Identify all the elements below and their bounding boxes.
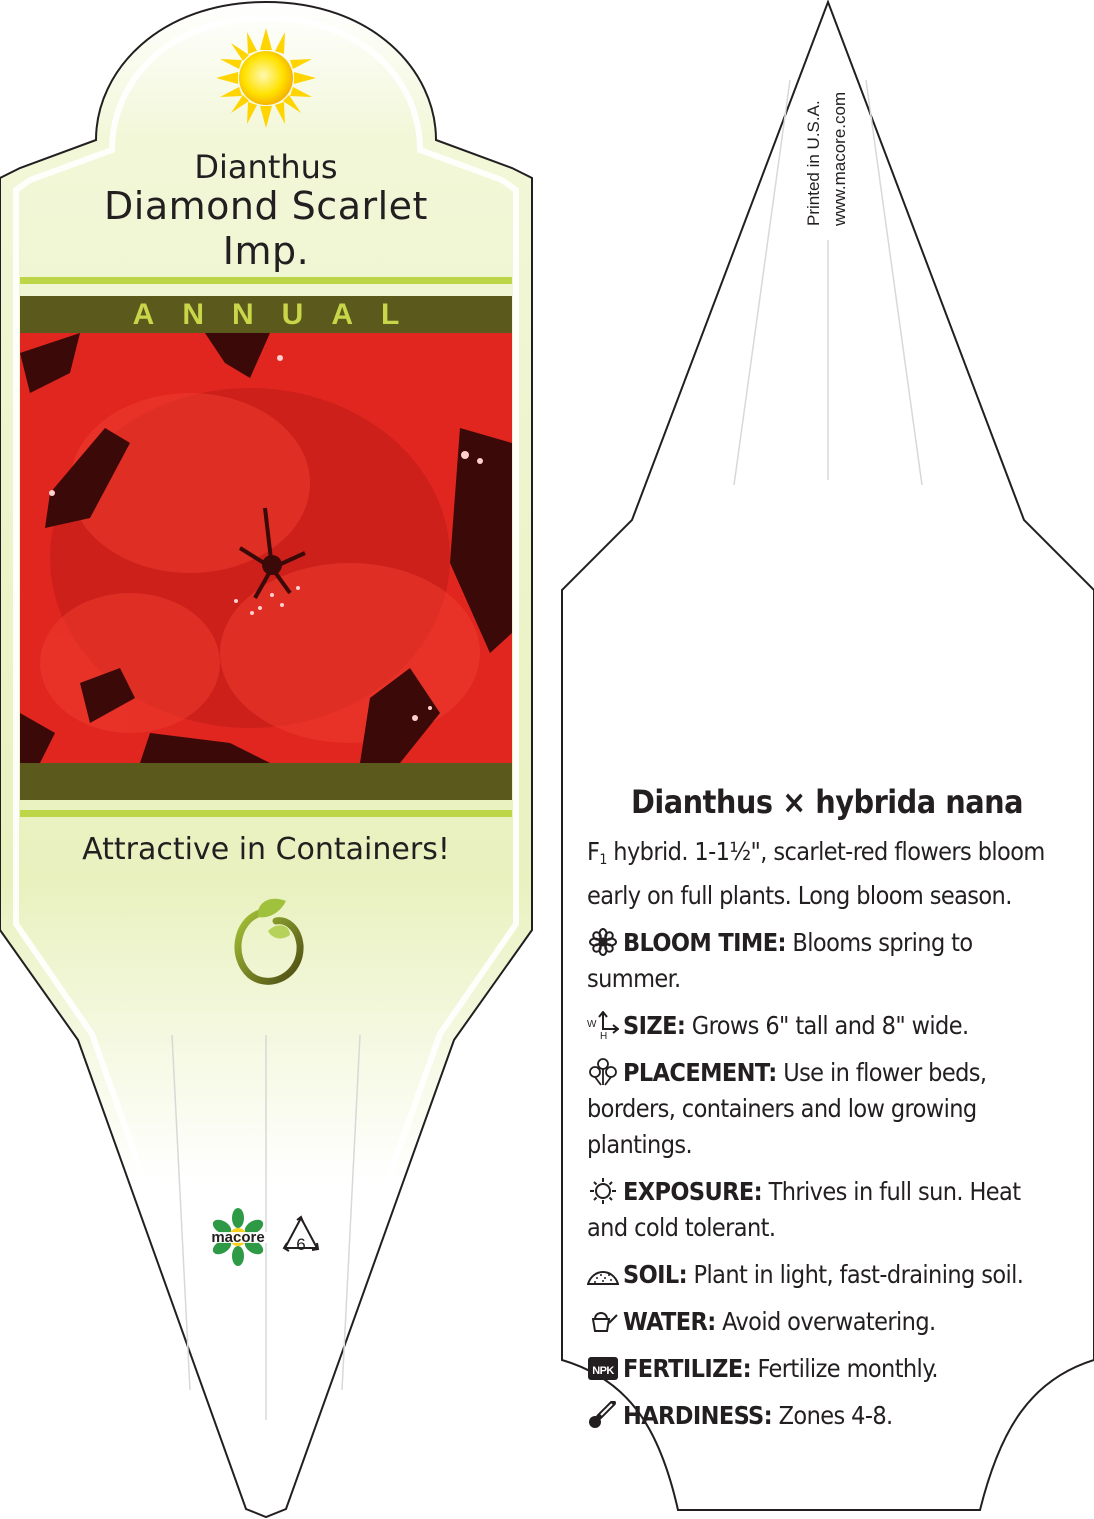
botanical-name: Dianthus × hybrida nana [630,783,1024,821]
watering-can-icon [587,1307,619,1335]
placement-text: Use in flower beds, borders, containers and low growing plantings. [587,1058,987,1159]
attribute-fertilize [587,1351,1067,1387]
print-info [804,62,849,226]
attribute-bloom-time [587,925,1067,997]
water-text: Avoid overwatering. [715,1307,936,1336]
hardiness-label: HARDINESS: [623,1401,773,1430]
size-label: SIZE: [623,1011,686,1040]
intro-prefix: F [587,837,600,866]
recycle-code: 6 [296,1235,306,1254]
sun-outline-icon [587,1177,619,1205]
attribute-size [587,1008,1067,1044]
fertilize-text: Fertilize monthly. [751,1354,938,1383]
tagline: Attractive in Containers! [82,832,450,867]
attribute-hardiness [587,1398,1067,1434]
variety-line-1: Diamond Scarlet [104,184,428,228]
soil-label: SOIL: [623,1260,688,1289]
size-icon-w: W [587,1019,596,1030]
plant-description [587,834,1067,1445]
front-variety-name [20,184,512,274]
sun-icon [216,28,316,128]
thermometer-icon [587,1401,619,1429]
printed-in: Printed in U.S.A. [804,100,823,226]
exposure-text: Thrives in full sun. Heat and cold tolerant. [587,1177,1021,1242]
exposure-label: EXPOSURE: [623,1177,763,1206]
bloom-time-label: BLOOM TIME: [623,928,786,957]
flower-photo [20,333,512,763]
soil-mound-icon [587,1260,619,1288]
front-genus-name: Dianthus [194,148,338,186]
npk-icon [587,1354,619,1382]
water-label: WATER: [623,1307,716,1336]
flowers-icon [587,1058,619,1086]
flower-icon [587,928,619,956]
leaf-swirl-icon [228,895,308,987]
intro-text: hybrid. 1-1½", scarlet-red flowers bloom early on full plants. Long bloom season. [587,837,1045,910]
category-label: ANNUAL [132,298,428,331]
attribute-water [587,1304,1067,1340]
hardiness-text: Zones 4-8. [772,1401,893,1430]
fertilize-label: FERTILIZE: [623,1354,752,1383]
npk-text: NPK [592,1365,614,1377]
size-icon-h: H [600,1031,607,1039]
attribute-soil [587,1257,1067,1293]
soil-text: Plant in light, fast-draining soil. [687,1260,1024,1289]
intro-subscript: 1 [599,852,607,868]
placement-label: PLACEMENT: [623,1058,777,1087]
brand-name: macore [211,1229,265,1246]
size-arrows-icon [587,1011,619,1039]
website: www.macore.com [830,91,849,226]
size-text: Grows 6" tall and 8" wide. [685,1011,969,1040]
attribute-exposure [587,1174,1067,1246]
variety-line-2: Imp. [222,229,310,273]
intro-paragraph [587,834,1067,914]
attribute-placement [587,1055,1067,1163]
bloom-time-text: Blooms spring to summer. [587,928,973,993]
